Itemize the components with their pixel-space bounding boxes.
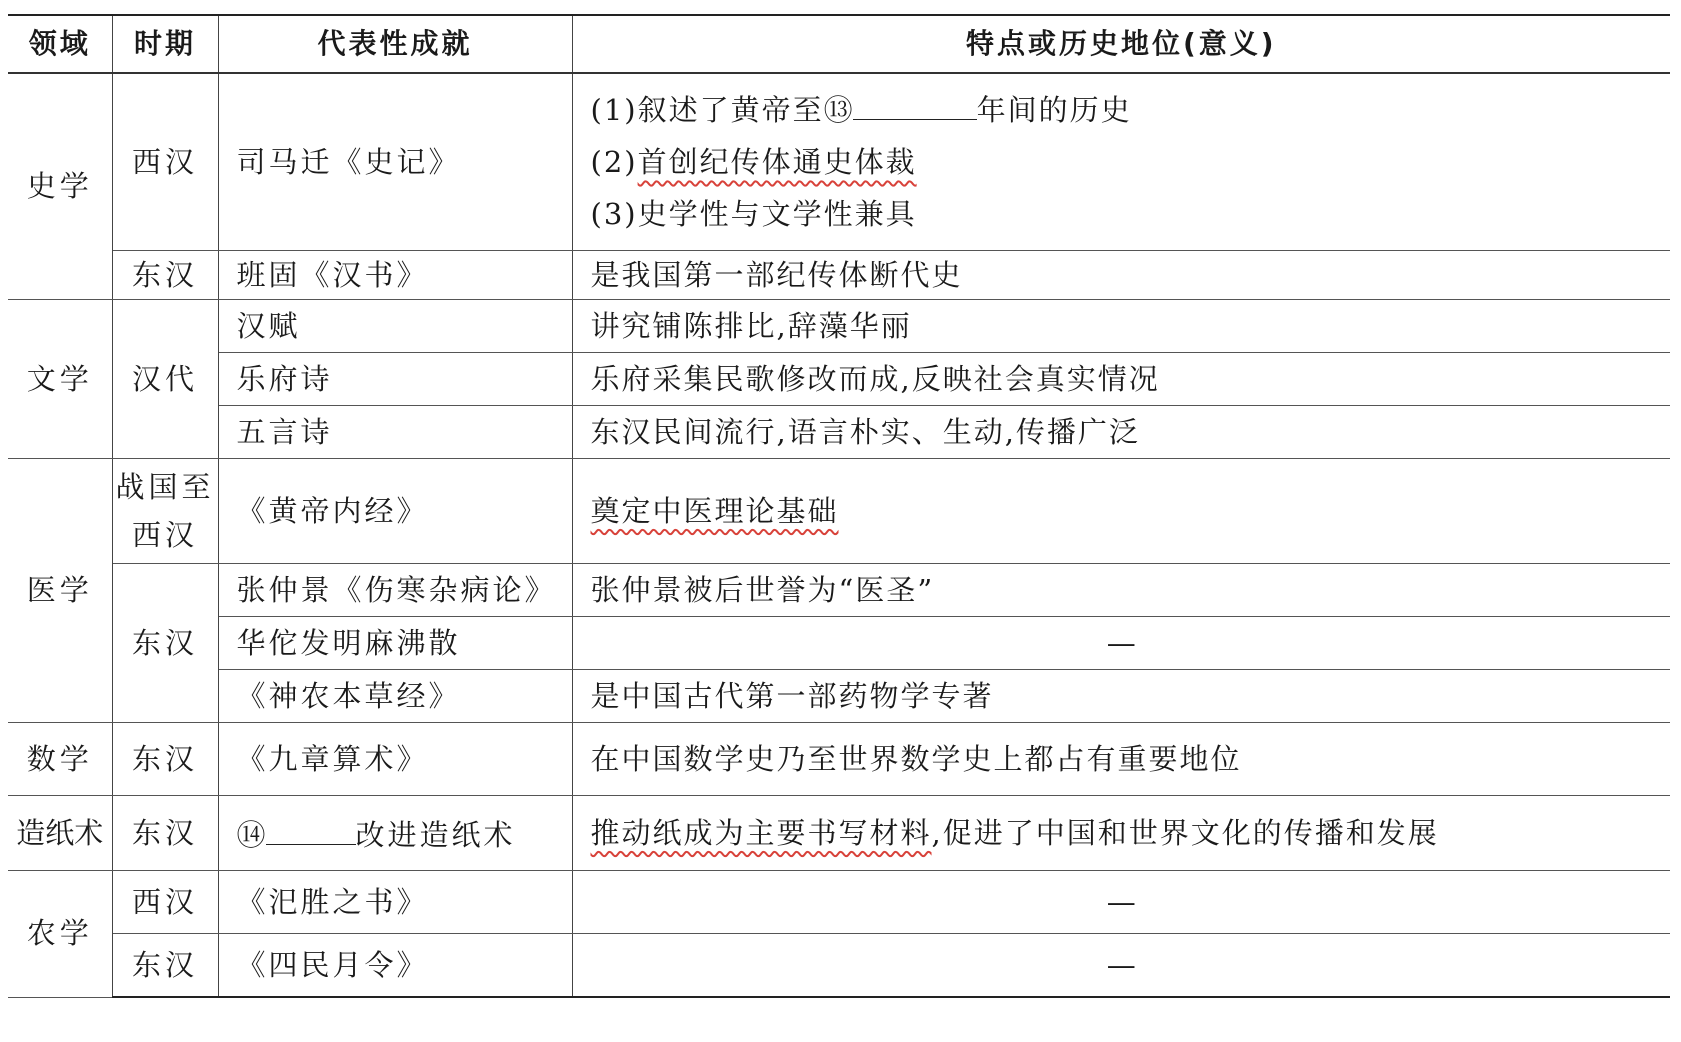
significance-line-1: (1)叙述了黄帝至⑬ 年间的历史 xyxy=(591,84,1671,136)
empty-dash: — xyxy=(1106,625,1136,660)
achievement-cell: 《神农本草经》 xyxy=(218,670,572,723)
field-cell: 数学 xyxy=(8,723,112,796)
table-row xyxy=(8,871,1670,934)
achievements-table xyxy=(8,14,1670,998)
achievement-cell: 乐府诗 xyxy=(218,353,572,406)
significance-cell: 是我国第一部纪传体断代史 xyxy=(572,251,1670,300)
header-period: 时期 xyxy=(112,15,218,73)
period-cell: 西汉 xyxy=(112,871,218,934)
significance-cell: 东汉民间流行,语言朴实、生动,传播广泛 xyxy=(572,406,1670,459)
achievement-cell: 《汜胜之书》 xyxy=(218,871,572,934)
period-cell: 东汉 xyxy=(112,934,218,998)
period-cell: 汉代 xyxy=(112,300,218,459)
blank-marker-13: ⑬ xyxy=(823,93,853,127)
period-cell: 西汉 xyxy=(112,73,218,251)
period-cell: 东汉 xyxy=(112,796,218,871)
empty-dash: — xyxy=(1106,884,1136,919)
significance-cell: 是中国古代第一部药物学专著 xyxy=(572,670,1670,723)
significance-cell: 在中国数学史乃至世界数学史上都占有重要地位 xyxy=(572,723,1670,796)
wavy-underlined-text: 奠定中医理论基础 xyxy=(590,493,839,528)
achievement-cell: 《四民月令》 xyxy=(218,934,572,998)
achievement-cell: ⑭ 改进造纸术 xyxy=(218,796,572,871)
table-row xyxy=(8,251,1670,300)
period-cell: 东汉 xyxy=(112,723,218,796)
achievement-cell: 华佗发明麻沸散 xyxy=(218,617,572,670)
field-cell: 医学 xyxy=(8,459,112,723)
significance-cell: 讲究铺陈排比,辞藻华丽 xyxy=(572,300,1670,353)
achievement-cell: 《黄帝内经》 xyxy=(218,459,572,564)
header-achievement: 代表性成就 xyxy=(218,15,572,73)
significance-line-3: (3)史学性与文学性兼具 xyxy=(590,197,917,231)
achievement-cell: 五言诗 xyxy=(218,406,572,459)
table-row xyxy=(8,617,1670,670)
field-cell: 文学 xyxy=(8,300,112,459)
period-cell: 东汉 xyxy=(112,564,218,723)
period-cell: 东汉 xyxy=(112,251,218,300)
table-row xyxy=(8,564,1670,617)
table-row xyxy=(8,353,1670,406)
significance-cell: 张仲景被后世誉为“医圣” xyxy=(572,564,1670,617)
table-header-row xyxy=(8,15,1670,73)
significance-cell: 推动纸成为主要书写材料,促进了中国和世界文化的传播和发展 xyxy=(572,796,1670,871)
significance-line-2: (2)首创纪传体通史体裁 xyxy=(590,145,917,179)
period-cell: 战国至 西汉 xyxy=(112,459,218,564)
significance-cell xyxy=(572,459,1670,564)
field-cell: 农学 xyxy=(8,871,112,998)
significance-cell xyxy=(572,617,1670,670)
empty-dash: — xyxy=(1106,947,1136,982)
wavy-underlined-text: 推动纸成为主要书写材料 xyxy=(590,815,932,850)
achievement-cell: 司马迁《史记》 xyxy=(218,73,572,251)
significance-cell: 乐府采集民歌修改而成,反映社会真实情况 xyxy=(572,353,1670,406)
achievement-cell: 《九章算术》 xyxy=(218,723,572,796)
fill-in-blank-14 xyxy=(266,814,356,845)
blank-marker-14: ⑭ xyxy=(236,817,266,852)
achievement-cell: 汉赋 xyxy=(218,300,572,353)
history-table-sheet xyxy=(8,14,1670,998)
field-cell: 史学 xyxy=(8,73,112,300)
table-row xyxy=(8,796,1670,871)
table-row xyxy=(8,459,1670,564)
fill-in-blank-13 xyxy=(853,89,977,120)
achievement-cell: 班固《汉书》 xyxy=(218,251,572,300)
significance-cell xyxy=(572,73,1670,251)
header-field: 领域 xyxy=(8,15,112,73)
table-row xyxy=(8,723,1670,796)
wavy-underlined-text: 首创纪传体通史体裁 xyxy=(637,145,917,179)
significance-cell xyxy=(572,871,1670,934)
field-cell: 造纸术 xyxy=(8,796,112,871)
table-row xyxy=(8,406,1670,459)
significance-cell xyxy=(572,934,1670,998)
table-row xyxy=(8,934,1670,998)
header-significance: 特点或历史地位(意义) xyxy=(572,15,1670,73)
table-row xyxy=(8,73,1670,251)
table-row xyxy=(8,300,1670,353)
achievement-cell: 张仲景《伤寒杂病论》 xyxy=(218,564,572,617)
table-row xyxy=(8,670,1670,723)
